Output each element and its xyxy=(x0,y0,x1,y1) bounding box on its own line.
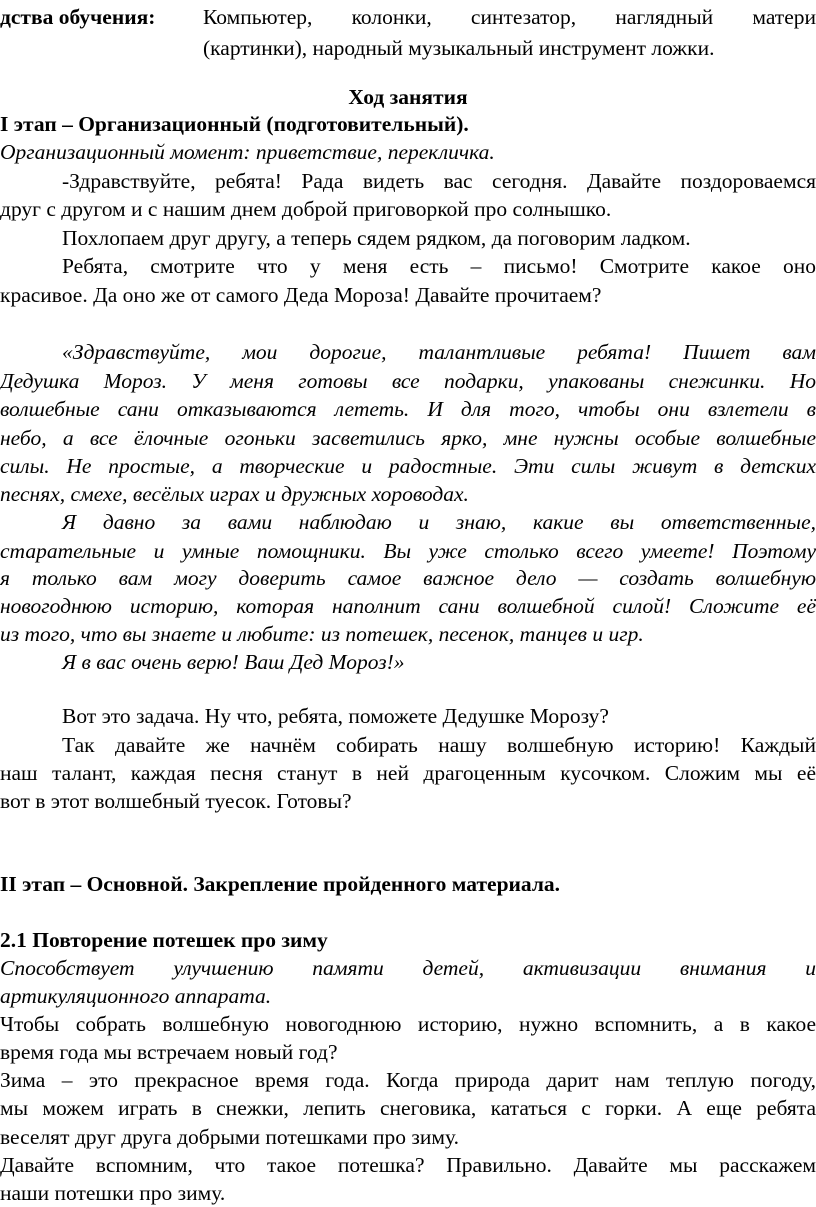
materials-line: Компьютер, колонки, синтезатор, наглядный матери xyxy=(203,5,816,29)
text-line: Так давайте же начнём собирать нашу волшебную историю! Каждый xyxy=(62,733,816,757)
text-line: из того, что вы знаете и любите: из потешек, песенок, танцев и игр. xyxy=(0,622,644,646)
materials-label: дства обучения: xyxy=(0,5,156,29)
text-line: Я в вас очень верю! Ваш Дед Мороз!» xyxy=(62,650,405,674)
subheading: Организационный момент: приветствие, перекличка. xyxy=(0,140,495,164)
text-line: силы. Не простые, а творческие и радостные. Эти силы живут в детских xyxy=(0,454,816,478)
text-line: волшебные сани отказываются лететь. И для того, чтобы они взлетели в xyxy=(0,397,816,421)
text-line: друг с другом и с нашим днем доброй приговоркой про солнышко. xyxy=(0,197,612,221)
text-line: Вот это задача. Ну что, ребята, поможете Дедушке Морозу? xyxy=(62,704,609,728)
text-line: артикуляционного аппарата. xyxy=(0,984,272,1008)
text-line: мы можем играть в снежки, лепить снеговика, кататься с горки. А еще ребята xyxy=(0,1096,816,1120)
text-line: «Здравствуйте, мои дорогие, талантливые ребята! Пишет вам xyxy=(62,340,816,364)
text-line: наш талант, каждая песня станут в ней драгоценным кусочком. Сложим мы её xyxy=(0,761,816,785)
stage-heading: II этап – Основной. Закрепление пройденного материала. xyxy=(0,872,561,896)
materials-line: (картинки), народный музыкальный инструмент ложки. xyxy=(203,36,715,60)
section-heading: 2.1 Повторение потешек про зиму xyxy=(0,928,328,952)
text-line: Я давно за вами наблюдаю и знаю, какие вы ответственные, xyxy=(62,510,816,534)
text-line: новогоднюю историю, которая наполнит сани волшебной силой! Сложите её xyxy=(0,594,816,618)
stage-heading: I этап – Организационный (подготовительный). xyxy=(0,112,469,136)
text-line: небо, а все ёлочные огоньки засветились ярко, мне нужны особые волшебные xyxy=(0,426,816,450)
text-line: вот в этот волшебный туесок. Готовы? xyxy=(0,789,352,813)
text-line: Способствует улучшению памяти детей, активизации внимания и xyxy=(0,956,816,980)
text-line: Чтобы собрать волшебную новогоднюю историю, нужно вспомнить, а в какое xyxy=(0,1012,816,1036)
text-line: Похлопаем друг другу, а теперь сядем рядком, да поговорим ладком. xyxy=(62,226,691,250)
text-line: время года мы встречаем новый год? xyxy=(0,1040,338,1064)
text-line: я только вам могу доверить самое важное дело — создать волшебную xyxy=(0,566,816,590)
text-line: веселят друг друга добрыми потешками про зиму. xyxy=(0,1125,459,1149)
lesson-heading: Ход занятия xyxy=(348,85,468,109)
text-line: Давайте вспомним, что такое потешка? Правильно. Давайте мы расскажем xyxy=(0,1153,816,1177)
text-line: песнях, смехе, весёлых играх и дружных хороводах. xyxy=(0,482,469,506)
text-line: старательные и умные помощники. Вы уже столько всего умеете! Поэтому xyxy=(0,539,816,563)
text-line: Дедушка Мороз. У меня готовы все подарки, упакованы снежинки. Но xyxy=(0,369,816,393)
text-line: -Здравствуйте, ребята! Рада видеть вас сегодня. Давайте поздороваемся xyxy=(62,169,816,193)
text-line: Ребята, смотрите что у меня есть – письмо! Смотрите какое оно xyxy=(62,254,816,278)
text-line: красивое. Да оно же от самого Деда Мороза! Давайте прочитаем? xyxy=(0,283,602,307)
text-line: наши потешки про зиму. xyxy=(0,1181,226,1205)
text-line: Зима – это прекрасное время года. Когда природа дарит нам теплую погоду, xyxy=(0,1068,816,1092)
